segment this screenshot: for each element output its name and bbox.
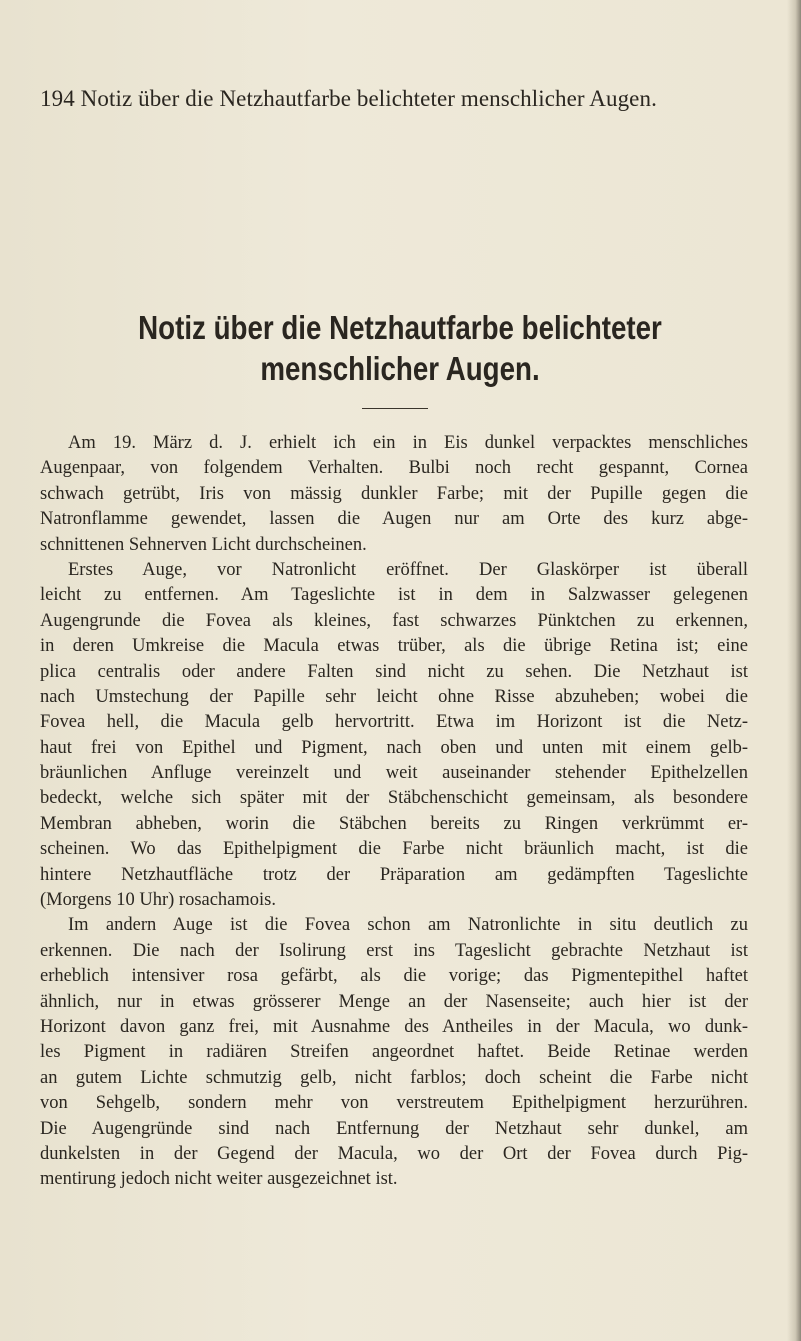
body-line: Augenpaar, von folgendem Verhalten. Bulbi noch recht gespannt, Cornea xyxy=(40,458,748,479)
running-head: 194 Notiz über die Netzhautfarbe belichteter menschlicher Augen. xyxy=(40,86,657,111)
body-line: von Sehgelb, sondern mehr von verstreutem Epithelpigment herzurühren. xyxy=(40,1093,748,1114)
page-edge-shadow xyxy=(787,0,801,1341)
body-line: erheblich intensiver rosa gefärbt, als die vorige; das Pigmentepithel haftet xyxy=(40,966,748,987)
body-line: Im andern Auge ist die Fovea schon am Natronlichte in situ deutlich zu xyxy=(68,915,748,936)
title-divider xyxy=(362,408,428,409)
body-line: les Pigment in radiären Streifen angeordnet haftet. Beide Retinae werden xyxy=(40,1042,748,1063)
body-line: Horizont davon ganz frei, mit Ausnahme des Antheiles in der Macula, wo dunk- xyxy=(40,1016,748,1037)
body-line: dunkelsten in der Gegend der Macula, wo der Ort der Fovea durch Pig- xyxy=(40,1143,748,1164)
body-line: an gutem Lichte schmutzig gelb, nicht farblos; doch scheint die Farbe nicht xyxy=(40,1067,748,1088)
body-line: Erstes Auge, vor Natronlicht eröffnet. Der Glaskörper ist überall xyxy=(68,559,748,580)
body-line: erkennen. Die nach der Isolirung erst ins Tageslicht gebrachte Netzhaut ist xyxy=(40,940,748,961)
body-line: ähnlich, nur in etwas grösserer Menge an der Nasenseite; auch hier ist der xyxy=(40,991,748,1012)
body-text xyxy=(40,431,748,1193)
body-line: haut frei von Epithel und Pigment, nach oben und unten mit einem gelb- xyxy=(40,737,748,758)
body-line: bedeckt, welche sich später mit der Stäbchenschicht gemeinsam, als besondere xyxy=(40,788,748,809)
body-line: nach Umstechung der Papille sehr leicht ohne Risse abzuheben; wobei die xyxy=(40,686,748,707)
body-line: Am 19. März d. J. erhielt ich ein in Eis dunkel verpacktes menschliches xyxy=(68,433,748,453)
body-line: Die Augengründe sind nach Entfernung der Netzhaut sehr dunkel, am xyxy=(40,1118,748,1139)
body-line: Augengrunde die Fovea als kleines, fast schwarzes Pünktchen zu erkennen, xyxy=(40,610,748,631)
body-line: mentirung jedoch nicht weiter ausgezeichnet ist. xyxy=(40,1169,398,1190)
body-line: Fovea hell, die Macula gelb hervortritt. Etwa im Horizont ist die Netz- xyxy=(40,712,748,733)
body-line: (Morgens 10 Uhr) rosachamois. xyxy=(40,890,277,911)
body-line: bräunlichen Anfluge vereinzelt und weit auseinander stehender Epithelzellen xyxy=(40,763,748,784)
body-line: leicht zu entfernen. Am Tageslichte ist in dem in Salzwasser gelegenen xyxy=(40,585,748,606)
article-title-line-2: menschlicher Augen. xyxy=(260,350,540,387)
body-line: Natronflamme gewendet, lassen die Augen nur am Orte des kurz abge- xyxy=(40,509,748,530)
body-line: scheinen. Wo das Epithelpigment die Farbe nicht bräunlich macht, ist die xyxy=(40,839,748,860)
body-line: Membran abheben, worin die Stäbchen bereits zu Ringen verkrümmt er- xyxy=(40,813,748,834)
article-title-line-1: Notiz über die Netzhautfarbe belichteter xyxy=(138,309,662,346)
body-line: schnittenen Sehnerven Licht durchscheinen. xyxy=(40,534,367,555)
body-line: in deren Umkreise die Macula etwas trüber, als die übrige Retina ist; eine xyxy=(40,636,748,657)
body-line: schwach getrübt, Iris von mässig dunkler Farbe; mit der Pupille gegen die xyxy=(40,483,748,504)
body-line: plica centralis oder andere Falten sind nicht zu sehen. Die Netzhaut ist xyxy=(40,661,748,682)
body-line: hintere Netzhautfläche trotz der Präparation am gedämpften Tageslichte xyxy=(40,864,748,885)
